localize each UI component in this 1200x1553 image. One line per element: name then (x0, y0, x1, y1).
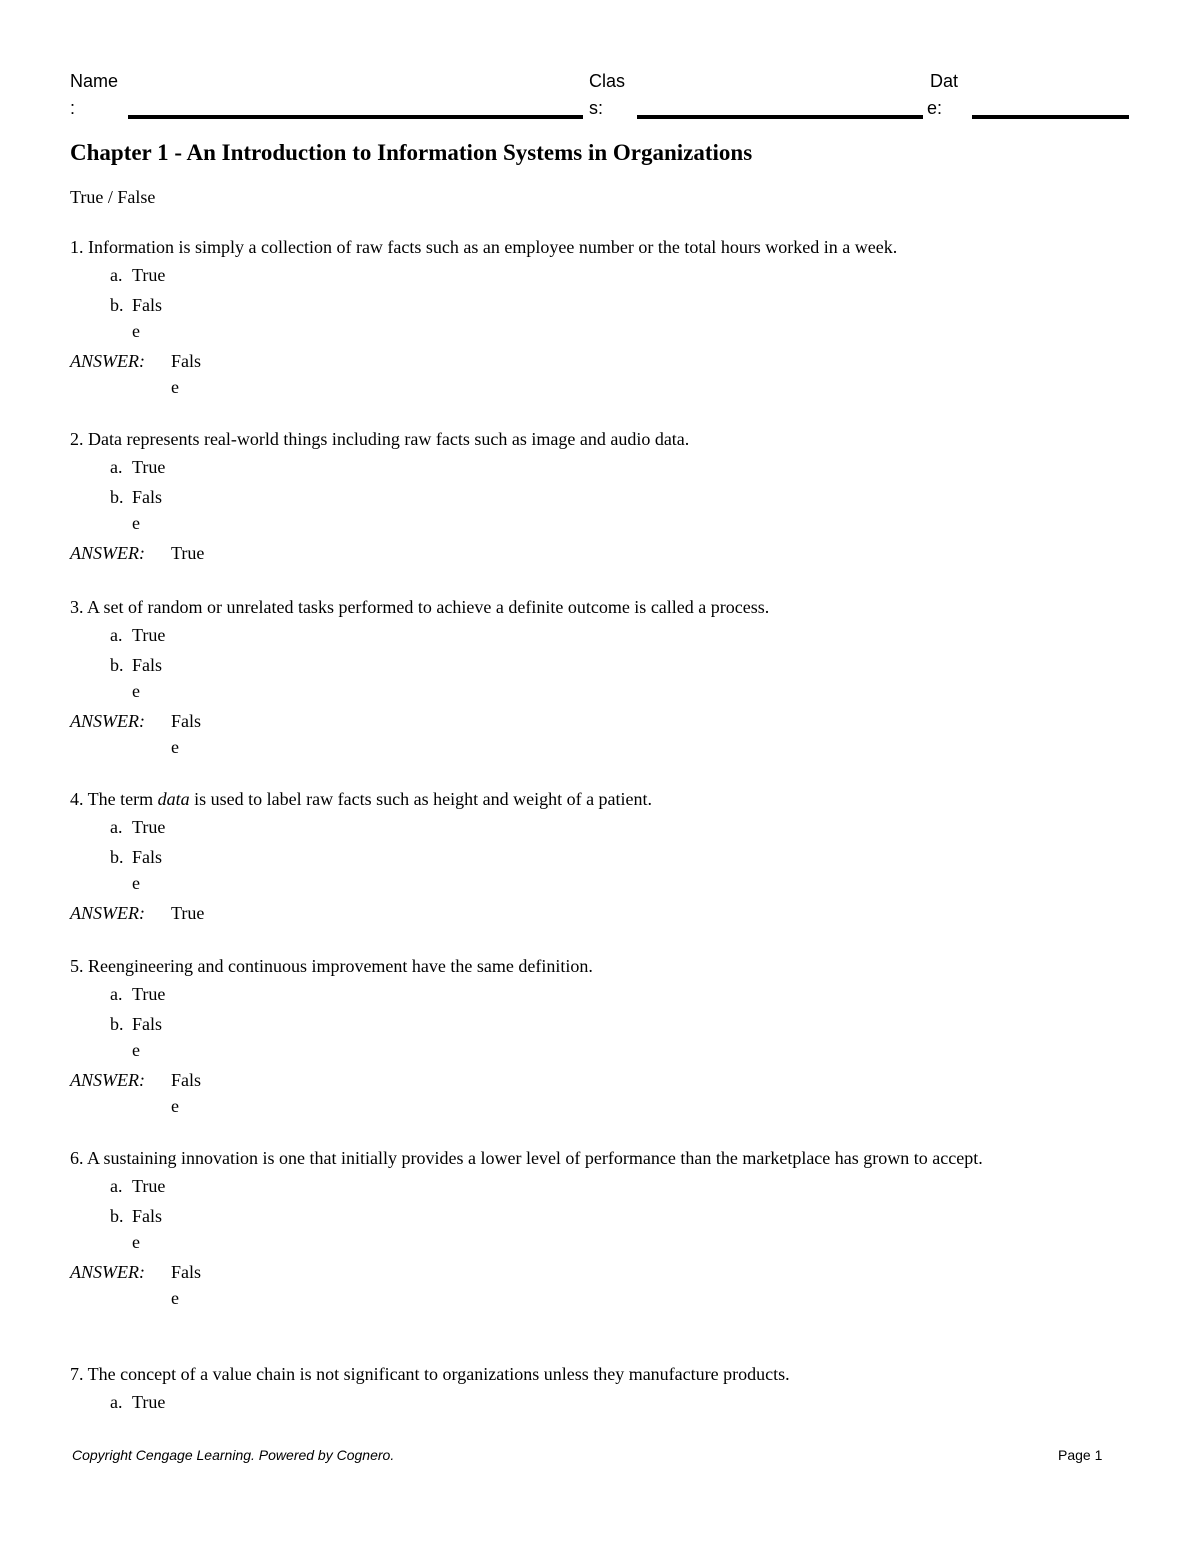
date-label-suffix: e: (927, 98, 943, 118)
option-label: a. (110, 1392, 123, 1412)
question-text (70, 786, 1130, 812)
option-label: a. (110, 1176, 123, 1196)
option-b (110, 844, 1130, 896)
option-text: False (132, 295, 163, 341)
option-text: False (132, 1014, 163, 1060)
option-label: b. (110, 1206, 124, 1226)
question-1 (70, 234, 1130, 400)
option-label: b. (110, 847, 124, 867)
option-label: a. (110, 265, 123, 285)
option-b (110, 652, 1130, 704)
option-text: False (132, 1206, 163, 1252)
chapter-title: Chapter 1 - An Introduction to Information Systems in Organizations (70, 140, 753, 165)
answer-value: False (171, 351, 202, 397)
question-text: 1. Information is simply a collection of raw facts such as an employee number or the total hours worked in a week. (70, 237, 898, 257)
option-b (110, 484, 1130, 536)
option-text: True (132, 1176, 166, 1196)
question-2 (70, 426, 1130, 566)
option-label: a. (110, 625, 123, 645)
option-b (110, 1203, 1130, 1255)
option-label: a. (110, 457, 123, 477)
option-b (110, 292, 1130, 344)
answer (70, 708, 1130, 760)
name-field-line[interactable] (128, 115, 583, 119)
option-text: False (132, 655, 163, 701)
name-label: Name (70, 71, 119, 91)
option-text: False (132, 847, 163, 893)
option-text: True (132, 457, 166, 477)
option-label: b. (110, 295, 124, 315)
option-a (110, 454, 1130, 480)
answer-label: ANSWER: (70, 1070, 145, 1090)
option-text: True (132, 817, 166, 837)
option-text: True (132, 265, 166, 285)
option-label: b. (110, 655, 124, 675)
option-label: b. (110, 1014, 124, 1034)
answer (70, 348, 1130, 400)
option-text: False (132, 487, 163, 533)
option-label: a. (110, 984, 123, 1004)
answer-value: False (171, 1070, 202, 1116)
option-label: b. (110, 487, 124, 507)
option-a (110, 1173, 1130, 1199)
option-a (110, 814, 1130, 840)
answer-label: ANSWER: (70, 351, 145, 371)
answer-label: ANSWER: (70, 543, 145, 563)
answer (70, 900, 1130, 926)
question-3 (70, 594, 1130, 760)
footer-copyright: Copyright Cengage Learning. Powered by Cognero. (72, 1447, 395, 1463)
question-text: 6. A sustaining innovation is one that initially provides a lower level of performance than the marketplace has grown to accept. (70, 1148, 983, 1168)
answer-label: ANSWER: (70, 1262, 145, 1282)
question-text-part: 4. The term (70, 789, 158, 809)
name-label-colon: : (70, 98, 76, 118)
option-a (110, 622, 1130, 648)
answer (70, 1067, 1130, 1119)
date-label: Dat (930, 71, 959, 91)
option-text: True (132, 1392, 166, 1412)
option-a (110, 262, 1130, 288)
option-a (110, 1389, 1130, 1415)
class-label-suffix: s: (589, 98, 604, 118)
date-field-line[interactable] (972, 115, 1129, 119)
option-a (110, 981, 1130, 1007)
answer-value: True (171, 903, 205, 923)
page-number: Page 1 (1058, 1447, 1103, 1463)
question-7 (70, 1361, 1130, 1415)
question-term: data (157, 789, 190, 809)
option-b (110, 1011, 1130, 1063)
option-label: a. (110, 817, 123, 837)
answer-label: ANSWER: (70, 711, 145, 731)
option-text: True (132, 625, 166, 645)
answer-label: ANSWER: (70, 903, 145, 923)
question-5 (70, 953, 1130, 1119)
question-6 (70, 1145, 1130, 1311)
answer-value: True (171, 543, 205, 563)
question-text: 5. Reengineering and continuous improvement have the same definition. (70, 956, 593, 976)
option-text: True (132, 984, 166, 1004)
question-text: 7. The concept of a value chain is not significant to organizations unless they manufacture products. (70, 1364, 790, 1384)
question-4 (70, 786, 1130, 926)
class-label: Clas (589, 71, 626, 91)
answer-value: False (171, 711, 202, 757)
answer (70, 540, 1130, 566)
question-text: 3. A set of random or unrelated tasks performed to achieve a definite outcome is called a process. (70, 597, 770, 617)
class-field-line[interactable] (637, 115, 923, 119)
question-text-part: is used to label raw facts such as height and weight of a patient. (189, 789, 653, 809)
answer-value: False (171, 1262, 202, 1308)
answer (70, 1259, 1130, 1311)
question-text: 2. Data represents real-world things including raw facts such as image and audio data. (70, 429, 690, 449)
section-heading: True / False (70, 187, 156, 207)
